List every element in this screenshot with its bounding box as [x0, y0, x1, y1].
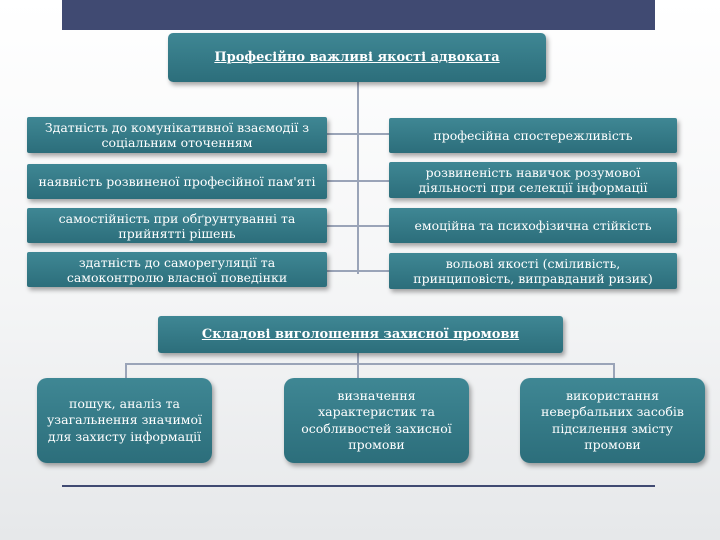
top-bar: [62, 0, 655, 30]
quality-item-label: Здатність до комунікативної взаємодії з соціальним оточенням: [44, 120, 310, 150]
quality-item-right-3: [389, 208, 677, 243]
quality-item-left-2: [27, 164, 327, 199]
quality-item-label: вольові якості (сміливість, принциповість, виправданий ризик): [413, 256, 653, 286]
header-speech-components: [158, 316, 563, 353]
speech-component-label: пошук, аналіз та узагальнення значимої для захисту інформації: [46, 396, 203, 444]
speech-component-card-1: [37, 378, 212, 463]
quality-item-label: здатність до саморегуляції та самоконтролю власної поведінки: [66, 254, 288, 285]
bottom-divider: [62, 485, 655, 487]
quality-item-label: самостійність при обґрунтуванні та прийнятті рішень: [58, 210, 296, 241]
quality-item-label: емоційна та психофізична стійкість: [414, 218, 652, 233]
quality-item-right-2: [389, 162, 677, 198]
quality-item-label: професійна спостережливість: [433, 128, 633, 143]
connector-bottom-right: [613, 363, 615, 378]
connector-bottom-horizontal: [125, 363, 615, 365]
connector-row3: [327, 225, 389, 227]
speech-component-label: визначення характеристик та особливостей захисної промови: [301, 388, 452, 452]
quality-item-left-3: [27, 208, 327, 243]
speech-component-card-2: [284, 378, 469, 463]
header-speech-components-title: Складові виголошення захисної промови: [201, 326, 520, 342]
header-qualities: [168, 33, 546, 82]
quality-item-left-4: [27, 252, 327, 287]
speech-component-card-3: [520, 378, 705, 463]
quality-item-right-1: [389, 118, 677, 153]
quality-item-label: розвиненість навичок розумової діяльності при селекції інформації: [418, 165, 648, 195]
connector-bottom-trunk: [357, 353, 359, 378]
connector-row1: [327, 133, 389, 135]
speech-component-label: використання невербальних засобів підсилення змісту промови: [541, 388, 684, 452]
connector-trunk: [357, 82, 359, 274]
quality-item-left-1: [27, 117, 327, 153]
quality-item-right-4: [389, 253, 677, 289]
connector-bottom-left: [125, 363, 127, 378]
header-qualities-title: Професійно важливі якості адвоката: [214, 49, 500, 65]
quality-item-label: наявність розвиненої професійної пам'яті: [38, 174, 316, 189]
connector-row2: [327, 180, 389, 182]
connector-row4: [327, 270, 389, 272]
